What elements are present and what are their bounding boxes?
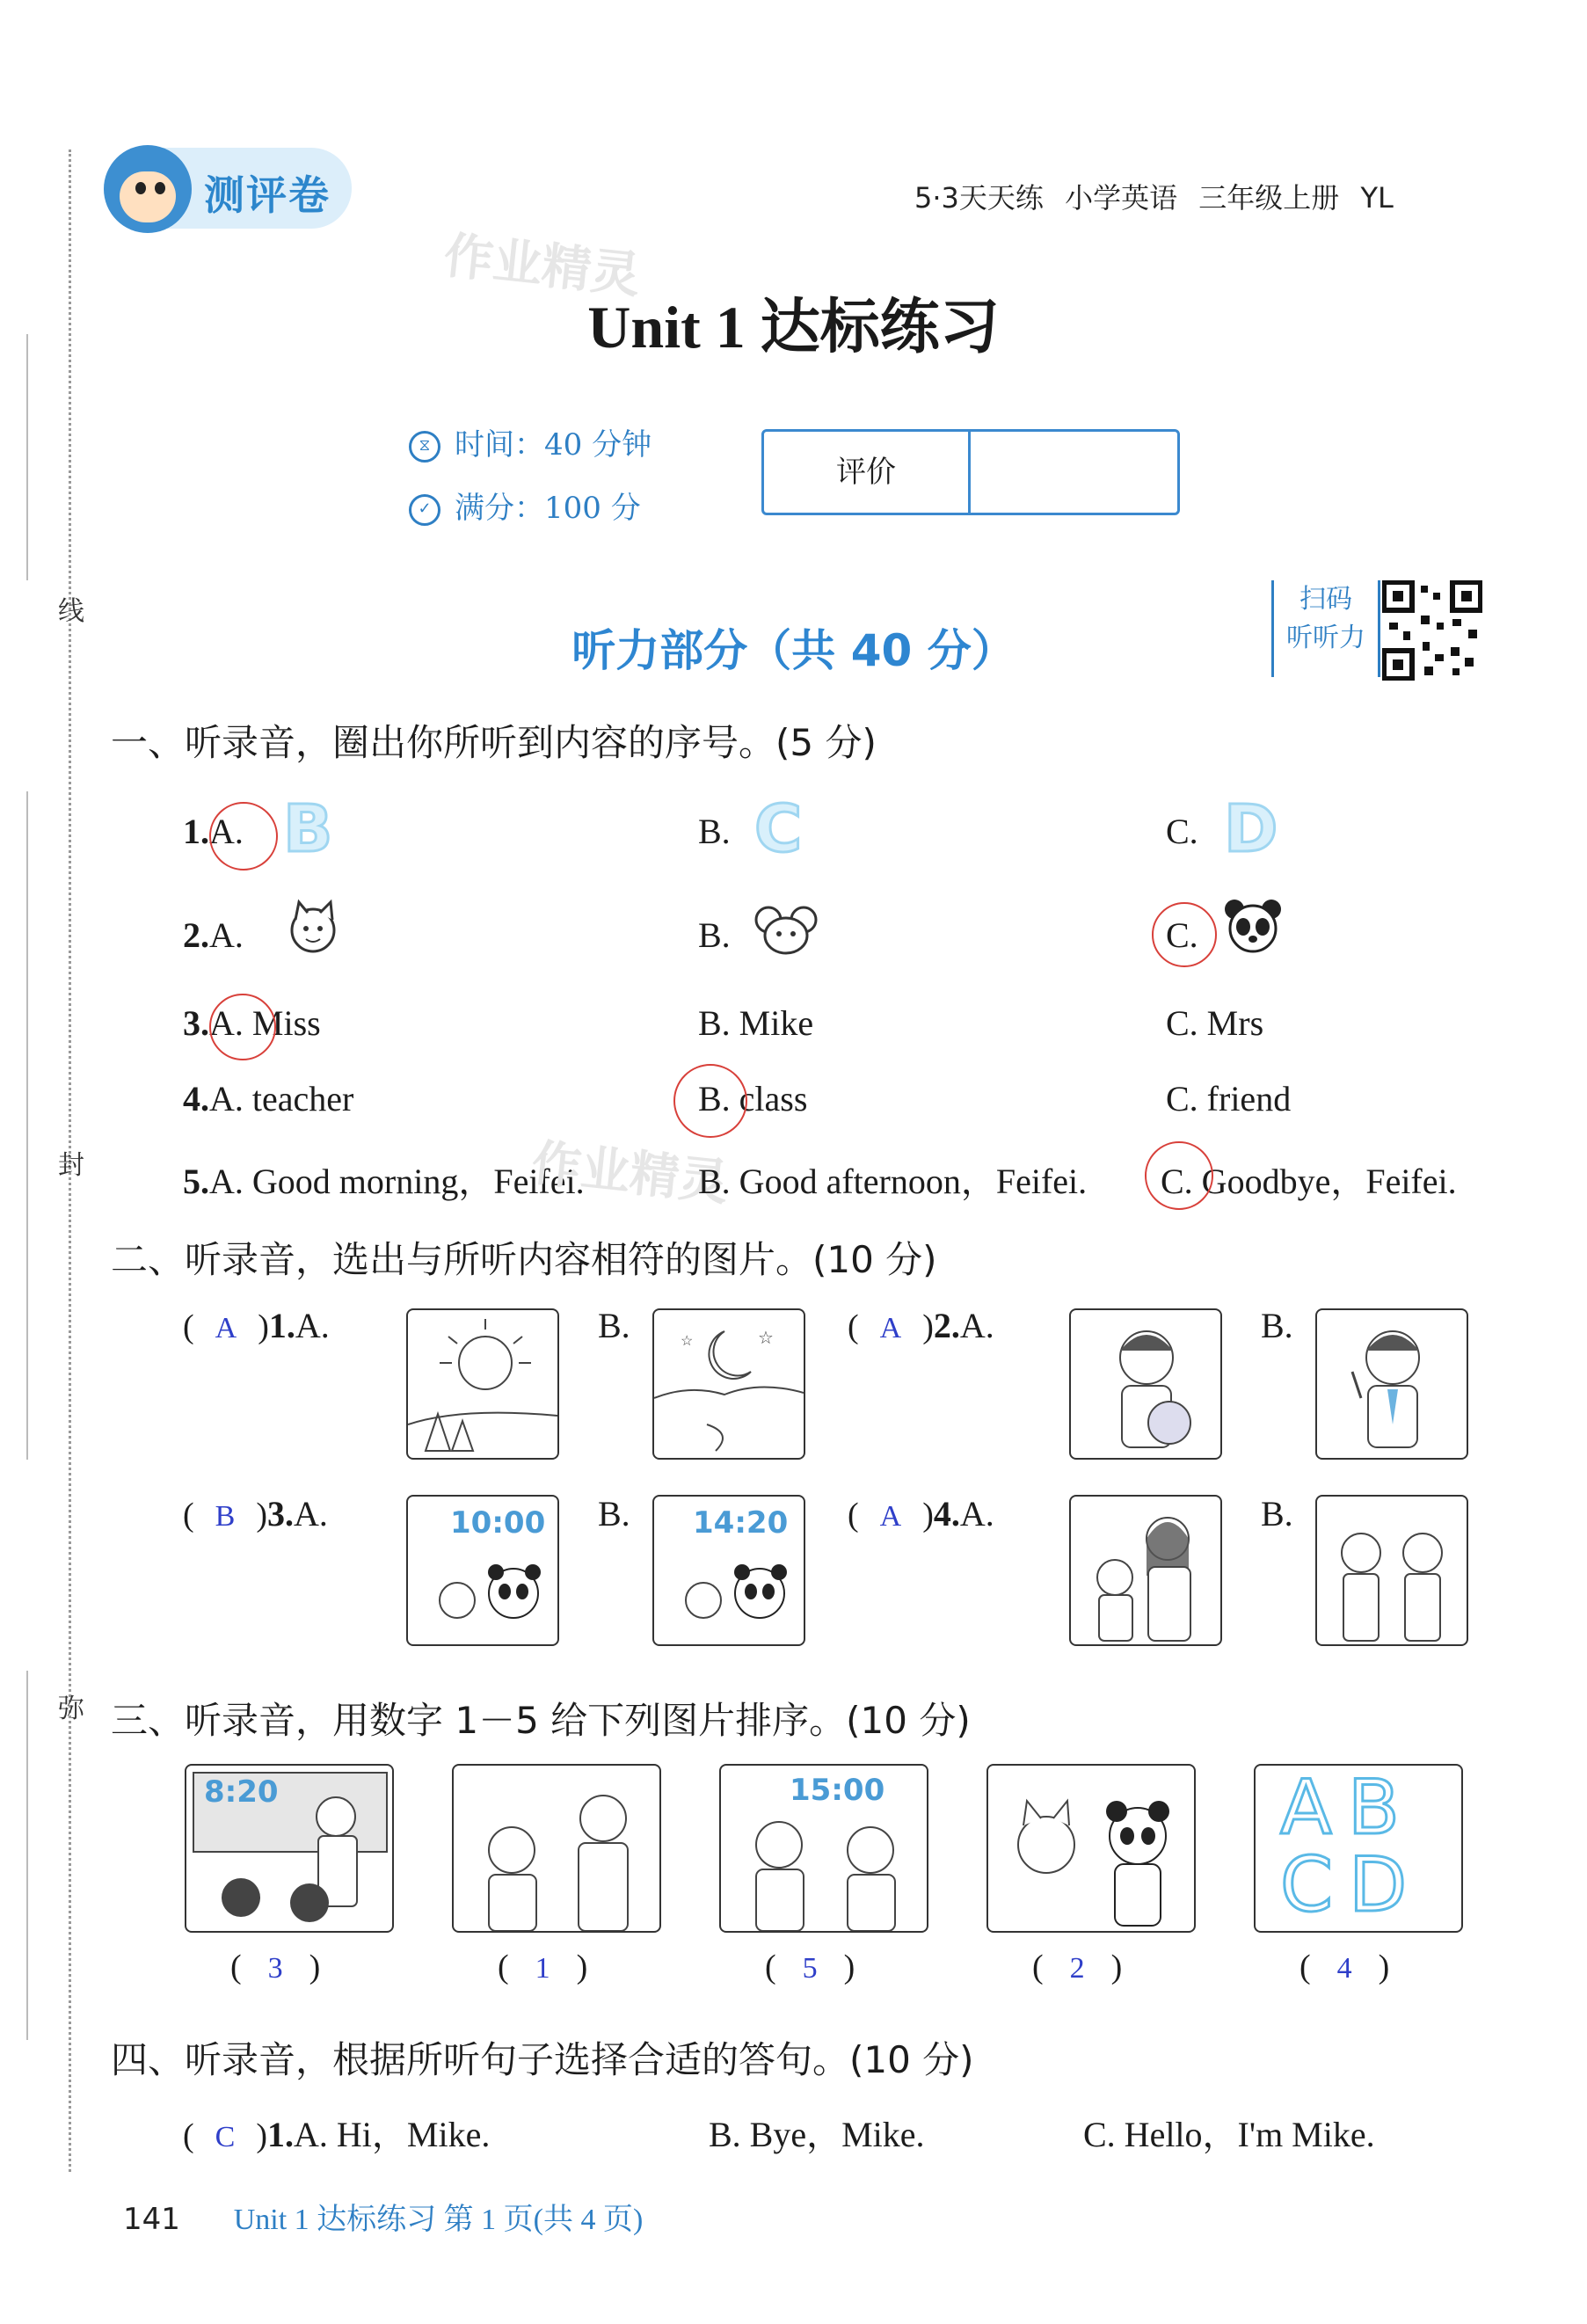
- p4-q1-option-b: B. Bye，Mike.: [709, 2115, 925, 2154]
- footer-label: Unit 1 达标练习 第 1 页(共 4 页): [233, 2204, 644, 2236]
- p4-q1-answer[interactable]: C: [215, 2121, 236, 2153]
- binding-edge: [26, 1671, 28, 2040]
- clock-1000-picture[interactable]: [406, 1495, 559, 1646]
- part2-heading: 二、听录音，选出与所听内容相符的图片。(10 分): [111, 1238, 937, 1281]
- p2-q3-answer[interactable]: B: [215, 1500, 236, 1533]
- boy-and-teacher-picture[interactable]: [452, 1764, 661, 1933]
- letter-c-image: C: [754, 791, 803, 867]
- q1-option-a[interactable]: A.: [209, 812, 244, 851]
- p3-slot-1: ( 3 ): [230, 1949, 321, 1985]
- answer-circle: [209, 994, 276, 1060]
- letter-d-image: D: [1224, 791, 1278, 867]
- p2-q2-option-b: B.: [1261, 1306, 1293, 1345]
- p3-slot-2: ( 1 ): [498, 1949, 588, 1985]
- p2-q2-option-a: A.: [959, 1306, 994, 1345]
- page-footer: [123, 2195, 643, 2238]
- boy-waving-picture[interactable]: [1315, 1308, 1468, 1460]
- time-limit: [409, 420, 652, 463]
- section-title: 听力部分（共 40 分）: [571, 625, 1016, 676]
- clock-label: 14:20: [693, 1505, 789, 1541]
- clock-label: 15:00: [790, 1773, 885, 1808]
- p3-slot-5: ( 4 ): [1299, 1949, 1390, 1985]
- qr-code-icon[interactable]: [1382, 580, 1482, 681]
- q5-option-c[interactable]: C. Goodbye，Feifei.: [1161, 1162, 1457, 1201]
- moon-night-picture[interactable]: [652, 1308, 805, 1460]
- p2-q3-option-b: B.: [598, 1494, 630, 1534]
- mouse-icon: [749, 895, 828, 965]
- binding-edge: [26, 334, 28, 580]
- answer-circle: [1145, 1141, 1213, 1210]
- p4-q1: ( C )1.A. Hi，Mike.: [183, 2115, 491, 2154]
- part3-heading: 三、听录音，用数字 1－5 给下列图片排序。(10 分): [111, 1699, 971, 1742]
- p2-q4-option-b: B.: [1261, 1494, 1293, 1534]
- p2-q2-number: 2.: [933, 1306, 960, 1345]
- q4-number: 4.: [183, 1079, 209, 1118]
- watermark: 作业精灵: [528, 1134, 732, 1213]
- page-number: 141: [123, 2202, 180, 2237]
- two-girls-picture[interactable]: [1315, 1495, 1468, 1646]
- q3-option-b[interactable]: B. Mike: [698, 1003, 814, 1043]
- p2-q1-option-a: A.: [295, 1306, 330, 1345]
- part1-heading: 一、听录音，圈出你所听到内容的序号。(5 分): [111, 721, 877, 764]
- qr-caption-line1: 扫码: [1299, 584, 1352, 615]
- p2-q4-answer[interactable]: A: [879, 1500, 902, 1533]
- answer-circle: [1152, 902, 1217, 967]
- letter-b-image: B: [283, 791, 333, 867]
- boy-and-girl-picture[interactable]: [719, 1764, 928, 1933]
- check-icon: ✓: [409, 494, 440, 526]
- subject: 小学英语: [1065, 181, 1178, 215]
- margin-bind-char: 弥: [58, 1694, 84, 1724]
- p2-q4: ( A )4.A.: [848, 1494, 994, 1534]
- p3-slot-4: ( 2 ): [1032, 1949, 1123, 1985]
- p3-answer-3[interactable]: 5: [802, 1952, 818, 1985]
- cat-and-panda-picture[interactable]: [986, 1764, 1196, 1933]
- q3-option-c[interactable]: C. Mrs: [1166, 1003, 1264, 1043]
- p2-q1-number: 1.: [268, 1306, 295, 1345]
- p2-q3: ( B )3.A.: [183, 1494, 328, 1534]
- book-info: [914, 176, 1394, 216]
- q5-number: 5.: [183, 1162, 209, 1201]
- p3-answer-4[interactable]: 2: [1069, 1952, 1085, 1985]
- q5-option-a[interactable]: A. Good morning，Feifei.: [209, 1162, 585, 1201]
- time-text: 时间：40 分钟: [455, 427, 652, 463]
- qr-caption: [1271, 580, 1380, 677]
- boy-mascot-icon: [104, 145, 192, 233]
- q3-option-a[interactable]: A. Miss: [209, 1003, 321, 1043]
- q1-option-b[interactable]: B.: [698, 812, 731, 851]
- p3-answer-1[interactable]: 3: [267, 1952, 283, 1985]
- q4-option-b[interactable]: B. class: [698, 1079, 808, 1118]
- p2-q1-answer[interactable]: A: [215, 1312, 237, 1344]
- clock-icon: ⧖: [409, 431, 440, 463]
- margin-seal-char: 封: [58, 1150, 84, 1181]
- letters-text: ABCD: [1280, 1764, 1423, 1929]
- p3-answer-2[interactable]: 1: [535, 1952, 550, 1985]
- q2-number: 2.: [183, 915, 209, 955]
- answer-circle: [209, 802, 278, 871]
- p4-q1-number: 1.: [267, 2115, 294, 2154]
- q1-number: 1.: [183, 812, 209, 851]
- clock-label: 8:20: [204, 1774, 279, 1810]
- score-text: 满分：100 分: [455, 491, 641, 526]
- classroom-picture[interactable]: [185, 1764, 394, 1933]
- q2-option-b[interactable]: B.: [698, 915, 731, 955]
- series-name: 5·3天天练: [914, 181, 1044, 215]
- edition: YL: [1360, 181, 1394, 215]
- q2-option-c[interactable]: C.: [1166, 915, 1198, 955]
- sun-landscape-picture[interactable]: [406, 1308, 559, 1460]
- full-score: [409, 484, 641, 527]
- qr-caption-line2: 听听力: [1286, 623, 1365, 653]
- margin-line-char: 线: [58, 596, 84, 627]
- clock-1420-picture[interactable]: [652, 1495, 805, 1646]
- svg-text:☆: ☆: [681, 1332, 694, 1349]
- cat-icon: [280, 895, 350, 965]
- p3-slot-3: ( 5 ): [765, 1949, 855, 1985]
- q2-option-a[interactable]: A.: [209, 915, 244, 955]
- part4-heading: 四、听录音，根据所听句子选择合适的答句。(10 分): [111, 2038, 974, 2081]
- q5-option-b[interactable]: B. Good afternoon，Feifei.: [698, 1162, 1088, 1201]
- p3-answer-5[interactable]: 4: [1336, 1952, 1352, 1985]
- q4-option-c[interactable]: C. friend: [1166, 1079, 1292, 1118]
- letters-picture[interactable]: [1254, 1764, 1463, 1933]
- clock-label: 10:00: [450, 1505, 546, 1541]
- p2-q4-number: 4.: [933, 1494, 960, 1534]
- answer-circle: [673, 1064, 747, 1138]
- panda-icon: [1219, 895, 1289, 965]
- boy-with-ball-picture[interactable]: [1069, 1308, 1222, 1460]
- q3-number: 3.: [183, 1003, 209, 1043]
- p2-q2-answer[interactable]: A: [879, 1312, 902, 1344]
- p2-q1-option-b: B.: [598, 1306, 630, 1345]
- p4-q1-option-c: C. Hello，I'm Mike.: [1083, 2115, 1375, 2154]
- p4-q1-option-a: A. Hi，Mike.: [294, 2115, 491, 2154]
- evaluation-box: [761, 429, 1180, 515]
- evaluation-label: 评价: [836, 455, 896, 490]
- grade: 三年级上册: [1198, 181, 1340, 215]
- p2-q3-option-a: A.: [294, 1494, 328, 1534]
- badge-label: 测评卷: [204, 171, 331, 219]
- binding-edge: [26, 791, 28, 1460]
- watermark: 作业精灵: [440, 227, 644, 305]
- p2-q1: ( A )1.A.: [183, 1306, 330, 1345]
- p2-q2: ( A )2.A.: [848, 1306, 994, 1345]
- svg-text:☆: ☆: [758, 1327, 774, 1348]
- p2-q4-option-a: A.: [959, 1494, 994, 1534]
- q4-option-a[interactable]: A. teacher: [209, 1079, 354, 1118]
- girl-and-teacher-picture[interactable]: [1069, 1495, 1222, 1646]
- p2-q3-number: 3.: [267, 1494, 294, 1534]
- q1-option-c[interactable]: C.: [1166, 812, 1198, 851]
- page-title: Unit 1 达标练习: [587, 294, 1000, 361]
